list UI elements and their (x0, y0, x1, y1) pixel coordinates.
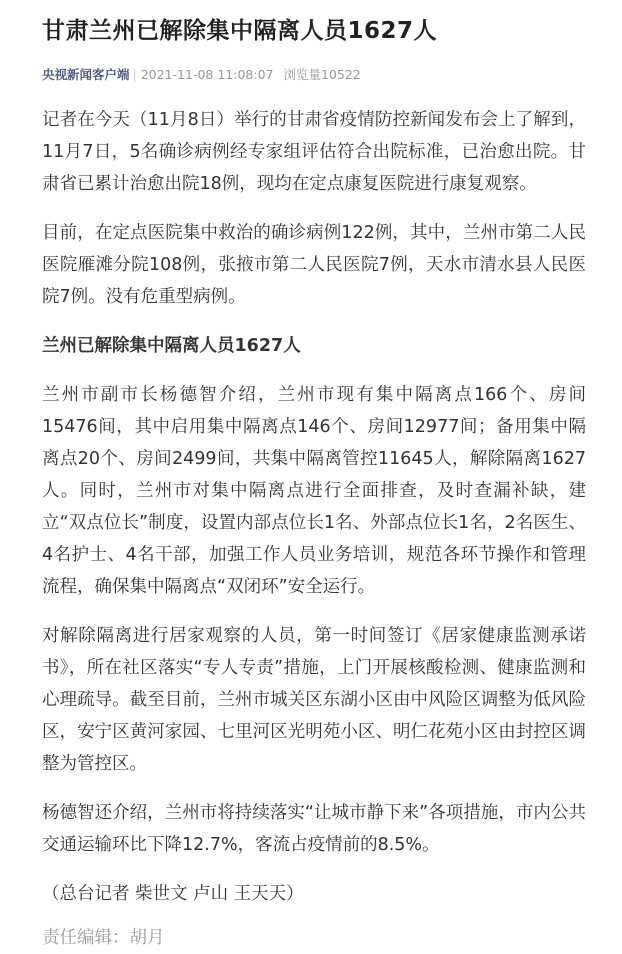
meta-separator: | (132, 67, 137, 82)
section-subheading: 兰州已解除集中隔离人员1627人 (42, 336, 301, 356)
paragraph: 杨德智还介绍，兰州市将持续落实“让城市静下来”各项措施，市内公共交通运输环比下降12.7%，客流占疫情前的8.5%。 (42, 803, 586, 855)
article-container (20, 0, 602, 947)
responsible-editor: 责任编辑：胡月 (42, 928, 165, 948)
paragraph: 目前，在定点医院集中救治的确诊病例122例，其中，兰州市第二人民医院雁滩分院108例，张掖市第二人民医院7例，天水市清水县人民医院7例。没有危重型病例。 (42, 223, 586, 307)
paragraph: 记者在今天（11月8日）举行的甘肃省疫情防控新闻发布会上了解到，11月7日，5名确诊病例经专家组评估符合出院标准，已治愈出院。甘肃省已累计治愈出院18例，现均在定点康复医院进行康复观察。 (42, 110, 586, 194)
article-meta (42, 66, 586, 84)
publish-datetime: 2021-11-08 11:08:07 (140, 67, 274, 82)
view-count: 浏览量10522 (283, 67, 361, 82)
source-link[interactable]: 央视新闻客户端 (42, 67, 130, 82)
article-title: 甘肃兰州已解除集中隔离人员1627人 (42, 18, 438, 44)
article-body (42, 104, 586, 954)
reporter-byline: （总台记者 柴世文 卢山 王天天） (42, 884, 304, 904)
paragraph: 对解除隔离进行居家观察的人员，第一时间签订《居家健康监测承诺书》，所在社区落实“专人专责”措施，上门开展核酸检测、健康监测和心理疏导。截至目前，兰州市城关区东湖小区由中风险区调整为低风险区，安宁区黄河家园、七里河区光明苑小区、明仁花苑小区由封控区调整为管控区。 (42, 626, 586, 774)
paragraph: 兰州市副市长杨德智介绍，兰州市现有集中隔离点166个、房间15476间，其中启用集中隔离点146个、房间12977间；备用集中隔离点20个、房间2499间，共集中隔离管控11645人，解除隔离1627人。同时，兰州市对集中隔离点进行全面排查，及时查漏补缺，建立“双点位长”制度，设置内部点位长1名、外部点位长1名，2名医生、4名护士、4名干部，加强工作人员业务培训，规范各环节操作和管理流程，确保集中隔离点“双闭环”安全运行。 (42, 385, 586, 597)
